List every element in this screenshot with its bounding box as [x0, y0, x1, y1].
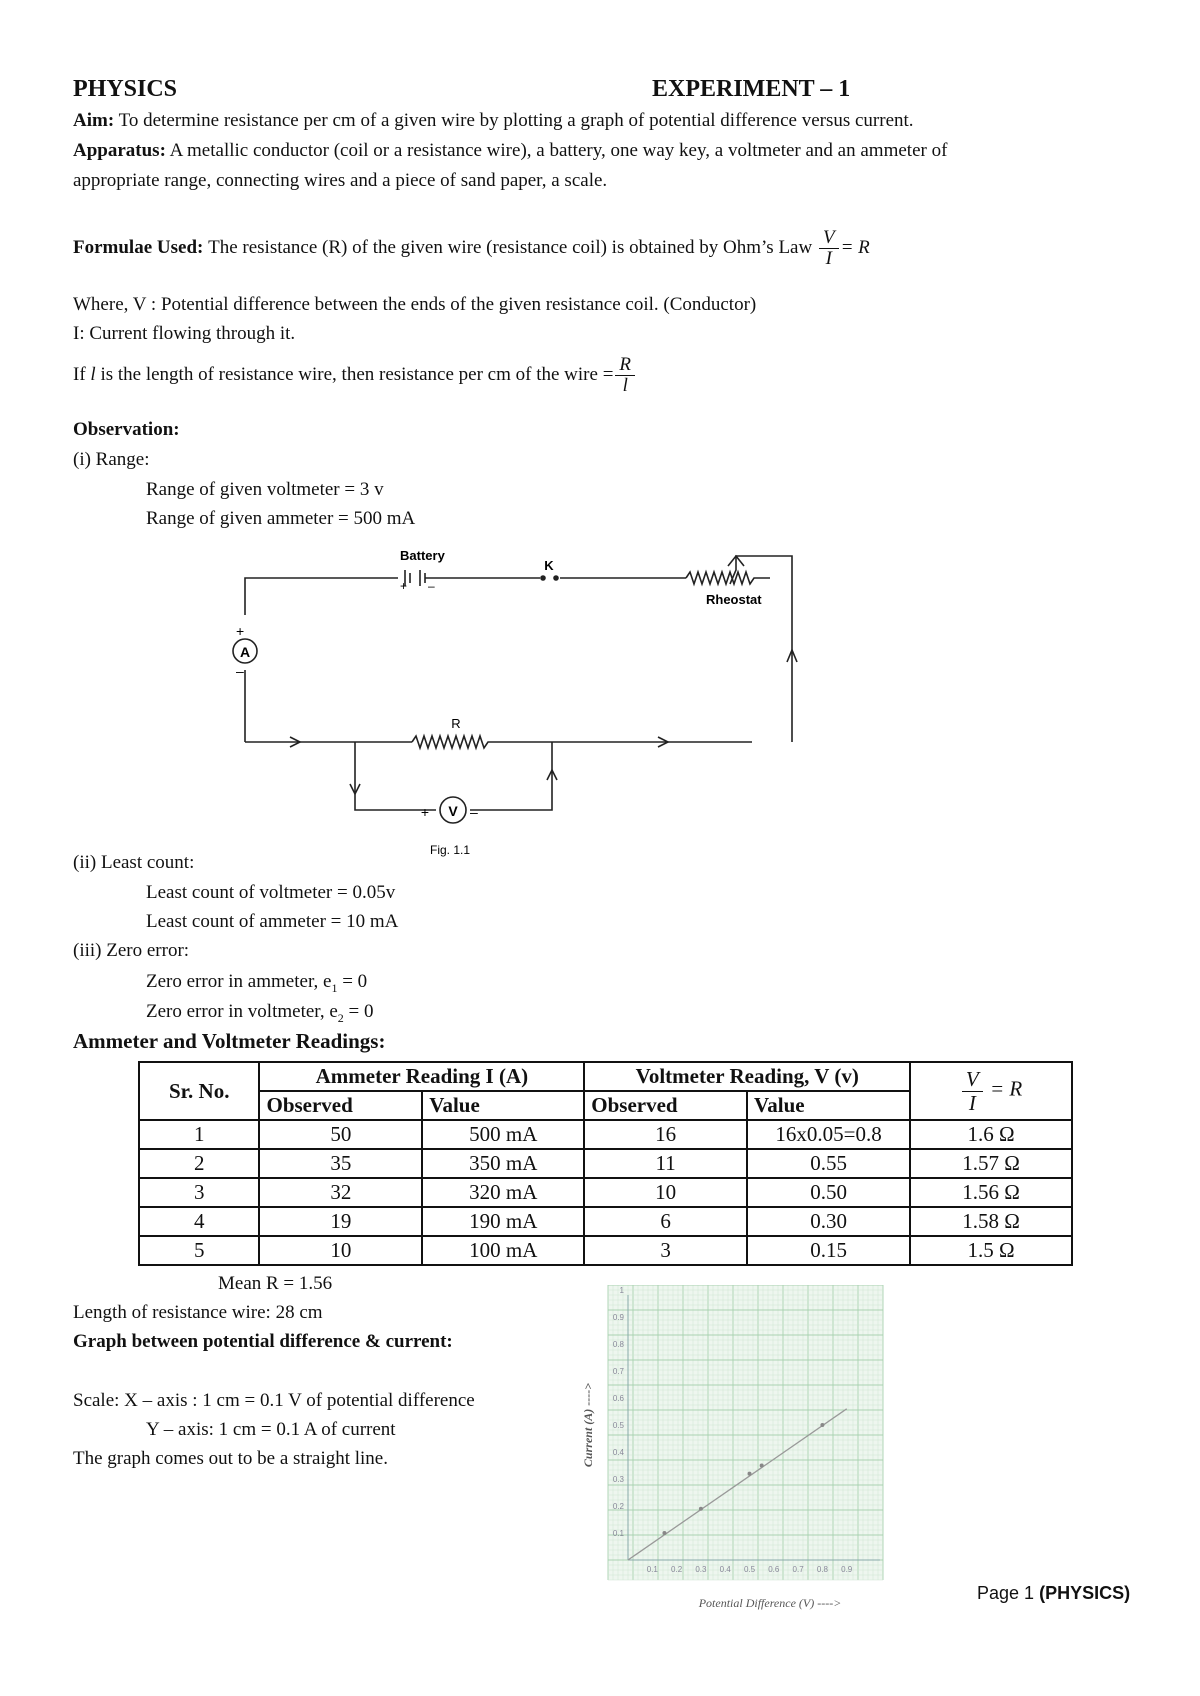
data-point: [662, 1531, 666, 1535]
x-tick-label: 0.6: [768, 1565, 780, 1574]
battery-minus: –: [428, 579, 435, 593]
y-tick-label: 0.2: [612, 1502, 624, 1511]
experiment-header: EXPERIMENT – 1: [652, 76, 851, 102]
cell-voltmeter-value: 0.30: [747, 1207, 910, 1236]
zero-error-ammeter-text: Zero error in ammeter, e: [146, 971, 332, 992]
readings-table: [138, 1061, 1073, 1266]
cell-resistance: 1.58 Ω: [910, 1207, 1072, 1236]
range-ammeter: Range of given ammeter = 500 mA: [146, 508, 416, 529]
x-tick-label: 0.2: [671, 1565, 683, 1574]
range-label: (i) Range:: [73, 449, 150, 470]
ohms-law-den: I: [825, 247, 832, 269]
col-ammeter: Ammeter Reading I (A): [259, 1062, 584, 1091]
x-tick-label: 0.1: [646, 1565, 658, 1574]
table-row: [139, 1236, 1072, 1265]
zero-error-voltmeter-val: = 0: [343, 1001, 374, 1022]
x-tick-label: 0.8: [816, 1565, 828, 1574]
col-resistance-rhs: = R: [990, 1076, 1023, 1101]
zero-error-ammeter-sub: 1: [331, 980, 338, 995]
col-resistance-num: V: [962, 1068, 983, 1091]
cell-ammeter-observed: 32: [259, 1178, 422, 1207]
x-tick-label: 0.5: [743, 1565, 756, 1574]
table-row: [139, 1120, 1072, 1149]
formula-label: Formulae Used:: [73, 237, 204, 259]
page-number: Page 1: [977, 1583, 1035, 1603]
table-title: Ammeter and Voltmeter Readings:: [73, 1029, 386, 1053]
zero-error-ammeter: [146, 971, 367, 996]
zero-error-voltmeter: [146, 1001, 374, 1026]
cell-resistance: 1.6 Ω: [910, 1120, 1072, 1149]
where-i: I: Current flowing through it.: [73, 323, 296, 344]
cell-sr: 2: [139, 1149, 259, 1178]
rheostat-label: Rheostat: [706, 592, 762, 607]
cell-sr: 4: [139, 1207, 259, 1236]
scale-x: Scale: X – axis : 1 cm = 0.1 V of potential difference: [73, 1390, 475, 1411]
table-row: [139, 1178, 1072, 1207]
cell-ammeter-value: 500 mA: [422, 1120, 584, 1149]
x-tick-label: 0.4: [719, 1565, 731, 1574]
y-tick-label: 0.3: [612, 1475, 624, 1484]
y-tick-label: 0.6: [612, 1394, 624, 1403]
cell-voltmeter-observed: 10: [584, 1178, 747, 1207]
range-voltmeter: Range of given voltmeter = 3 v: [146, 479, 384, 500]
per-cm-var: l: [90, 364, 96, 386]
battery-label: Battery: [400, 548, 445, 563]
where-v: Where, V : Potential difference between the ends of the given resistance coil. (Conductor): [73, 294, 757, 315]
aim-text: To determine resistance per cm of a given wire by plotting a graph of potential difference versus current.: [118, 110, 914, 131]
per-cm-text: is the length of resistance wire, then resistance per cm of the wire =: [100, 364, 614, 386]
per-cm-pre: If: [73, 364, 86, 386]
y-tick-label: 0.9: [612, 1313, 624, 1322]
apparatus-label: Apparatus:: [73, 140, 166, 161]
y-tick-label: 0.5: [612, 1421, 624, 1430]
page-footer: [977, 1583, 1130, 1604]
col-resistance-fraction: [962, 1068, 983, 1113]
data-point: [760, 1464, 764, 1468]
data-point: [748, 1472, 752, 1476]
y-tick-label: 0.7: [612, 1367, 624, 1376]
figure-caption: Fig. 1.1: [429, 843, 471, 857]
ammeter-plus: +: [236, 623, 245, 639]
least-count-ammeter: Least count of ammeter = 10 mA: [146, 911, 399, 932]
per-cm-num: R: [615, 355, 635, 376]
resistor-label: R: [451, 716, 461, 731]
battery-plus: +: [400, 579, 408, 593]
observation-label: Observation:: [73, 419, 180, 440]
subject-header: PHYSICS: [73, 76, 178, 102]
graph-paper: [608, 1285, 883, 1580]
col-resistance-den: I: [968, 1090, 976, 1115]
y-tick-label: 0.1: [612, 1529, 624, 1538]
voltmeter-symbol: V: [448, 803, 458, 819]
graph-conclusion: The graph comes out to be a straight line.: [73, 1448, 388, 1469]
key-label: K: [544, 558, 554, 573]
zero-error-voltmeter-text: Zero error in voltmeter, e: [146, 1001, 338, 1022]
graph-section-title: Graph between potential difference & current:: [73, 1331, 453, 1352]
apparatus-text-1: A metallic conductor (coil or a resistance wire), a battery, one way key, a voltmeter and an ammeter of: [169, 140, 948, 161]
sub-voltmeter-observed: Observed: [584, 1091, 747, 1120]
table-row: [139, 1207, 1072, 1236]
x-tick-label: 0.9: [841, 1565, 853, 1574]
x-tick-label: 0.3: [695, 1565, 707, 1574]
apparatus-text-2: appropriate range, connecting wires and a piece of sand paper, a scale.: [73, 170, 608, 191]
voltmeter-minus: –: [470, 804, 478, 820]
cell-sr: 1: [139, 1120, 259, 1149]
cell-voltmeter-observed: 6: [584, 1207, 747, 1236]
page-tag: (PHYSICS): [1039, 1583, 1131, 1603]
x-tick-label: 0.7: [792, 1565, 804, 1574]
cell-sr: 3: [139, 1178, 259, 1207]
cell-resistance: 1.57 Ω: [910, 1149, 1072, 1178]
zero-error-label: (iii) Zero error:: [73, 940, 190, 961]
sub-ammeter-value: Value: [422, 1091, 584, 1120]
cell-ammeter-value: 100 mA: [422, 1236, 584, 1265]
least-count-label: (ii) Least count:: [73, 852, 195, 873]
graph-y-label: Current (A) ---->: [581, 1382, 595, 1468]
cell-voltmeter-observed: 3: [584, 1236, 747, 1265]
graph-x-label: Potential Difference (V) ---->: [698, 1596, 842, 1610]
mean-resistance: Mean R = 1.56: [218, 1273, 333, 1294]
col-resistance: [910, 1062, 1072, 1120]
sub-voltmeter-value: Value: [747, 1091, 910, 1120]
cell-ammeter-observed: 10: [259, 1236, 422, 1265]
cell-voltmeter-value: 0.55: [747, 1149, 910, 1178]
per-cm-den: l: [622, 374, 628, 396]
y-tick-label: 1: [619, 1286, 624, 1295]
cell-ammeter-value: 350 mA: [422, 1149, 584, 1178]
col-sr-no: Sr. No.: [139, 1062, 259, 1120]
data-point: [820, 1423, 824, 1427]
cell-ammeter-observed: 19: [259, 1207, 422, 1236]
table-row: [139, 1149, 1072, 1178]
cell-sr: 5: [139, 1236, 259, 1265]
formula-text: The resistance (R) of the given wire (resistance coil) is obtained by Ohm’s Law: [208, 237, 813, 259]
y-tick-label: 0.8: [612, 1340, 624, 1349]
cell-voltmeter-value: 0.50: [747, 1178, 910, 1207]
ammeter-minus: –: [236, 663, 244, 679]
wire-length: Length of resistance wire: 28 cm: [73, 1302, 323, 1323]
cell-voltmeter-value: 16x0.05=0.8: [747, 1120, 910, 1149]
cell-voltmeter-observed: 11: [584, 1149, 747, 1178]
vi-graph: [580, 1285, 910, 1615]
ohms-law-num: V: [819, 228, 839, 249]
sub-ammeter-observed: Observed: [259, 1091, 422, 1120]
cell-ammeter-value: 190 mA: [422, 1207, 584, 1236]
zero-error-voltmeter-sub: 2: [337, 1010, 344, 1025]
scale-y: Y – axis: 1 cm = 0.1 A of current: [146, 1419, 396, 1440]
y-tick-label: 0.4: [612, 1448, 624, 1457]
cell-voltmeter-observed: 16: [584, 1120, 747, 1149]
col-voltmeter: Voltmeter Reading, V (v): [584, 1062, 910, 1091]
data-point: [699, 1507, 703, 1511]
voltmeter-plus: +: [420, 804, 429, 820]
cell-resistance: 1.5 Ω: [910, 1236, 1072, 1265]
cell-ammeter-observed: 35: [259, 1149, 422, 1178]
cell-resistance: 1.56 Ω: [910, 1178, 1072, 1207]
zero-error-ammeter-val: = 0: [337, 971, 368, 992]
least-count-voltmeter: Least count of voltmeter = 0.05v: [146, 882, 396, 903]
ammeter-symbol: A: [239, 644, 251, 660]
aim-label: Aim:: [73, 110, 115, 131]
ohms-law-rhs: = R: [840, 237, 870, 259]
cell-ammeter-observed: 50: [259, 1120, 422, 1149]
cell-ammeter-value: 320 mA: [422, 1178, 584, 1207]
cell-voltmeter-value: 0.15: [747, 1236, 910, 1265]
